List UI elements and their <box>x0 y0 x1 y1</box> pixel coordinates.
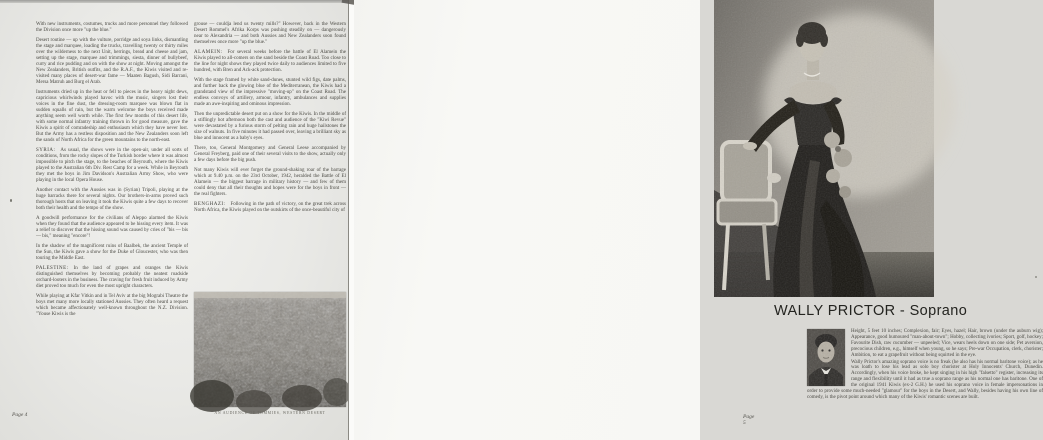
paragraph <box>194 50 346 74</box>
scan-edge-shadow <box>0 0 348 3</box>
bio-stats: Height, 5 feet 10 inches; Complexion, fair; Eyes, hazel; Hair, brown (under the auburn wig); Appearance, good humoured "man-about-town"; Hobby, collecting ivories; Sport, golf, hockey; Favourite Dish, raw cucumber — unpeeled; Vice, wears heels down on one side; Pet aversion, precocious children, e.g., himself when young, so he says; Pre-war Occupation, clerk, chorister; Ambition, to eat a grapefruit without being squirted in the eye. <box>851 329 1043 358</box>
page-number-right: Page 5 <box>743 414 755 426</box>
paragraph <box>194 202 346 214</box>
paper-speck <box>10 199 12 202</box>
paragraph-text: For several weeks before the battle of El Alamein the Kiwis played to all-comers on the sand beside the Coast Road. Too close to the line for night shows they played twice daily to audiences limited to five hundred, with Bren and Ack-ack protection. <box>194 50 346 73</box>
paragraph-text: Desert routine — up with the vulture, porridge and soya links, dismantling the stage and marquee, loading the trucks, travelling twenty or thirty miles over the wilderness to the next Unit, herrings, bread and cheese and jam, setting up the stage, marquee and trimmings, siesta, dinner of bullybeef, curry and rice pudding and on with the show at night. Moving amongst the New Zealanders, British outfits, and the R.A.F., the Kiwis visited and re-visited many places of desert-war fame — Maaten Bagush, Sidi Barrani, Mersa Matruh and Burg el Arab. <box>36 38 188 85</box>
paragraph <box>194 78 346 108</box>
right-page <box>354 0 1043 440</box>
section-label: ALAMEIN: <box>194 50 223 55</box>
paragraph <box>36 244 188 262</box>
paragraph <box>194 22 346 46</box>
section-label: PALESTINE: <box>36 266 69 271</box>
paragraph-text: While playing at Kfar Vitkin and in Tel Aviv at the big Mograbi Theatre the boys met many more locally stationed Aussies. They often heard a request which became affectionately well-known throughout the N.Z. Division. "Youse Kiwis is the <box>36 294 188 317</box>
performer-photo <box>714 0 934 297</box>
paragraph <box>36 216 188 240</box>
bio-text: Wally Prictor's amazing soprano voice is no freak (he also has his normal baritone voice); as he was loath to lose his lead as solo boy chorister at Holy Innocents' Church, Dunedin. Accordingly, when his voice broke, he kept singing in his high "falsetto" register, increasing its range and flexibility until it had as true a soprano range as his normal one has baritone. One of the original 1941 Kiwis (ex-2 G.H.) he used his soprano voice in female impersonations in order to provide some much-needed "glamour" for the boys in the Desert, and Wally, besides having his own line of comedy, is the pivot point around which many of the Kiwis' romantic scenes are built. <box>807 359 1043 400</box>
paragraph <box>36 266 188 290</box>
paragraph <box>194 112 346 142</box>
paragraph-text: Another contact with the Aussies was in (Syrian) Tripoli, playing at the huge barracks there for several nights. Our brothers-in-arms proved such thorough hosts that on leaving it took the Kiwis quite a few days to recover both their health and the tempo of the show. <box>36 188 188 211</box>
left-page <box>0 0 348 440</box>
photo-caption: AN AUDIENCE OF TOMMIES, WESTERN DESERT <box>214 411 326 415</box>
paragraph <box>194 168 346 198</box>
paragraph-text: In the land of grapes and oranges the Kiwis distinguished themselves by becoming probably the neatest roadside orchard-looters in the business. The craving for fresh fruit induced by Army diet proved too much for even the most upright characters. <box>36 266 188 289</box>
paragraph <box>36 22 188 34</box>
paragraph <box>36 90 188 144</box>
paragraph-text: In the shadow of the magnificent ruins of Baalbek, the ancient Temple of the Sun, the Kiwis gave a show for the Duke of Gloucester, who was then touring the Middle East. <box>36 244 188 261</box>
biography-block <box>807 329 1043 401</box>
paragraph-text: Instruments dried up in the heat or fell to pieces in the heavy night dews, capricious whirlwinds played havoc with the music, singers lost their voices in the fine dust, the dressing-room marquee was blown flat in sudden squalls of rain, but the warm welcome the boys received made anything seem well worth while. The first few months of this desert life, with some normal infantry training thrown in for good measure, gave the Kiwis a spirit of comradeship and enthusiasm which they have never lost. But the Army has a restless disposition and the New Zealanders soon left the sands of North Africa for the green mountains to the north-east. <box>36 90 188 143</box>
paragraph-text: As usual, the shows were in the open-air, under all sorts of conditions, from the rocky slopes of the Turkish border where it was almost impossible to pitch the stage, to the beaches of Beyrouth, where the Kiwis played to the Australian 6th Div. Rest Camp for a week. While in Beyrouth they met the boys in Jim Davidson's Australian Army Show, who were playing in the local Opera House. <box>36 148 188 183</box>
performer-name-heading: WALLY PRICTOR - Soprano <box>774 303 968 319</box>
paragraph <box>36 148 188 184</box>
section-label: BENGHAZI: <box>194 202 226 207</box>
paragraph-text: With the stage framed by white sand-dunes, stunted wild figs, date palms, and further back the glowing blue of the Mediterranean, the Kiwis had a grandstand view of the impressive "moving-up" on the Coast Road. The endless convoys of artillery, armour, infantry, ambulances and supplies made an awe-inspiring and ominous impression. <box>194 78 346 107</box>
paragraph-text: With new instruments, costumes, trucks and more personnel they followed the Division once more "up the blue." <box>36 22 188 33</box>
left-page-column-1 <box>36 22 188 322</box>
page-number-left: Page 4 <box>12 412 28 418</box>
paragraph-text: Not many Kiwis will ever forget the ground-shaking roar of the barrage which at 9.40 p.m. on the 23rd October, 1942, heralded the Battle of El Alamein — the biggest barrage in military history — and few of them could deny that all their thoughts and hopes were for the boys in front — the real fighters. <box>194 168 346 197</box>
paragraph-text: A goodwill performance for the civilians of Aleppo alarmed the Kiwis when they found that the audience appeared to be hissing every item. It was a relief to discover that the hissing sound was caused by cries of "bis — bis — bis," meaning "encore"! <box>36 216 188 239</box>
paper-speck <box>1035 276 1037 278</box>
paragraph <box>36 38 188 86</box>
paragraph <box>36 294 188 318</box>
paragraph-text: Then the unpredictable desert put on a show for the Kiwis. In the middle of a stiflingly hot afternoon both the cast and audience of the "Kiwi Revue" were devastated by a furious storm of pelting rain and huge hailstones the size of walnuts. In five minutes it had passed over, leaving a brilliant sky as blue and innocent as a baby's eyes. <box>194 112 346 141</box>
paragraph <box>194 146 346 164</box>
left-page-column-2 <box>194 22 346 218</box>
paragraph-text: grouse — couldja lend us twenty mills?" However, back in the Western Desert Rommel's Afrika Korps was pushing steadily on — dangerously near to Alexandria — and both Aussies and New Zealanders soon found themselves once more "up the blue." <box>194 22 346 45</box>
section-label: SYRIA: <box>36 148 56 153</box>
paragraph-text: There, too, General Montgomery and General Leese accompanied by General Freyberg, paid one of their several visits to the show, actually only a few days before the big push. <box>194 146 346 163</box>
audience-photo <box>194 292 346 407</box>
paragraph <box>36 188 188 212</box>
paragraph-text: Following in the path of victory, on the great trek across North Africa, the Kiwis played on the outskirts of the once-beautiful city of <box>194 202 346 213</box>
portrait-photo <box>807 329 845 386</box>
